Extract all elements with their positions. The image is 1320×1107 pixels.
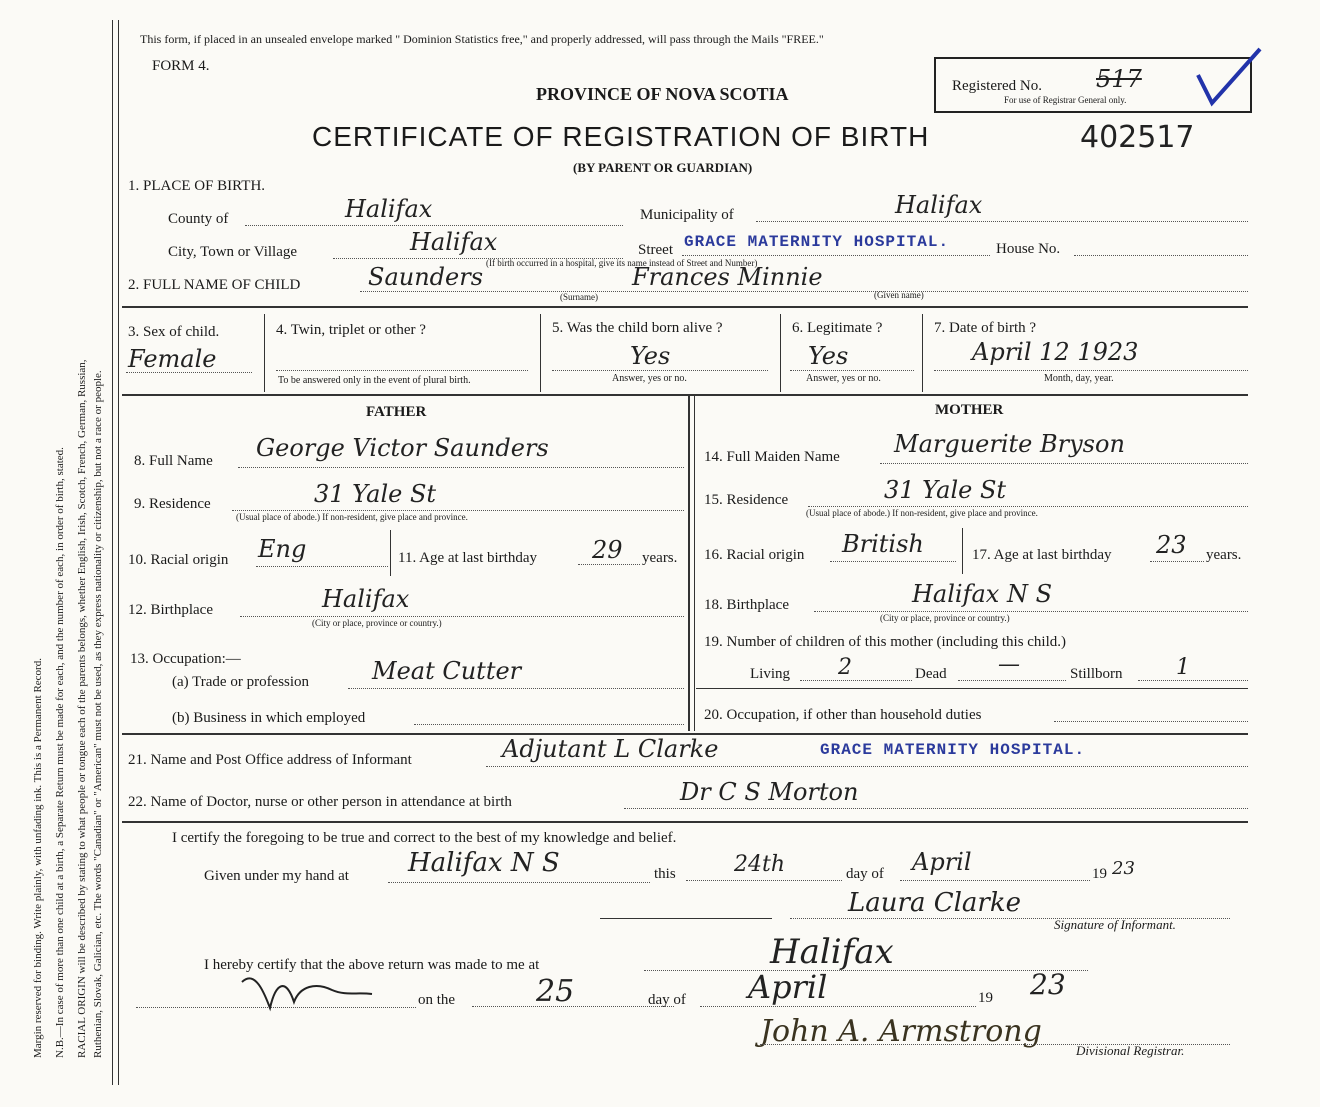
county-value: Halifax — [345, 195, 433, 223]
stillborn-label: Stillborn — [1070, 666, 1123, 682]
given-day-value: 24th — [734, 852, 786, 877]
province-heading: PROVINCE OF NOVA SCOTIA — [536, 84, 789, 104]
twin-note: To be answered only in the event of plural birth. — [278, 375, 471, 386]
father-birthplace-label: 12. Birthplace — [128, 602, 213, 618]
informant-line — [486, 766, 1248, 767]
municipality-line — [756, 221, 1248, 222]
margin-note-binding: Margin reserved for binding. Write plainly, with unfading ink. This is a Permanent Record. — [32, 658, 44, 1058]
mother-name-value: Marguerite Bryson — [894, 430, 1125, 458]
father-residence-value: 31 Yale St — [314, 480, 437, 508]
informant-signature-label: Signature of Informant. — [1054, 917, 1176, 932]
registrar-year-value: 23 — [1030, 968, 1066, 1001]
mother-age-label: 17. Age at last birthday — [972, 547, 1112, 563]
father-birthplace-line — [240, 616, 684, 617]
dob-value: April 12 1923 — [972, 338, 1139, 366]
mother-birthplace-line — [814, 611, 1248, 612]
father-age-label: 11. Age at last birthday — [398, 550, 537, 566]
mother-occupation-line — [1054, 721, 1248, 722]
given-day-line — [686, 880, 842, 881]
registrar-signature: John A. Armstrong — [760, 1014, 1042, 1049]
doctor-label: 22. Name of Doctor, nurse or other person in attendance at birth — [128, 794, 512, 810]
sex-line — [126, 372, 252, 373]
margin-rule — [112, 20, 113, 1085]
mother-name-label: 14. Full Maiden Name — [704, 449, 840, 465]
house-no-label: House No. — [996, 241, 1061, 257]
registrar-place-value: Halifax — [770, 932, 894, 972]
dead-line — [958, 680, 1066, 681]
municipality-value: Halifax — [895, 191, 983, 219]
born-alive-note: Answer, yes or no. — [612, 373, 687, 384]
father-name-label: 8. Full Name — [134, 453, 213, 469]
given-label: Given under my hand at — [204, 868, 349, 884]
mother-heading: MOTHER — [935, 402, 1004, 418]
father-age-line — [578, 564, 640, 565]
informant-signature: Laura Clarke — [848, 888, 1021, 918]
given-place-line — [388, 882, 650, 883]
mother-age-years: years. — [1206, 547, 1242, 563]
dob-note: Month, day, year. — [1044, 373, 1114, 384]
twin-line — [276, 370, 528, 371]
father-racial-line — [256, 566, 388, 567]
dead-label: Dead — [915, 666, 947, 682]
given-day-label: day of — [846, 866, 884, 882]
mother-residence-value: 31 Yale St — [884, 476, 1007, 504]
father-trade-label: (a) Trade or profession — [172, 674, 310, 690]
legitimate-value: Yes — [808, 342, 849, 370]
mother-residence-note: (Usual place of abode.) If non-resident, give place and province. — [806, 508, 1038, 518]
dob-line — [934, 370, 1248, 371]
sex-label: 3. Sex of child. — [128, 324, 220, 340]
given-year-prefix: 19 — [1092, 866, 1107, 882]
certification-statement: I certify the foregoing to be true and correct to the best of my knowledge and belief. — [172, 830, 677, 846]
given-place-value: Halifax N S — [408, 848, 560, 878]
father-name-line — [238, 467, 684, 468]
living-value: 2 — [838, 655, 852, 680]
form-number: FORM 4. — [152, 58, 210, 74]
mother-residence-label: 15. Residence — [704, 492, 789, 508]
given-year-value: 23 — [1112, 858, 1135, 879]
registrar-month-value: April — [748, 968, 828, 1006]
rule-before-certification — [122, 821, 1248, 823]
county-label: County of — [168, 211, 229, 227]
street-value: GRACE MATERNITY HOSPITAL. — [684, 233, 950, 251]
dob-label: 7. Date of birth ? — [934, 320, 1037, 336]
parent-divider — [688, 396, 690, 731]
father-business-label: (b) Business in which employed — [172, 710, 366, 726]
born-alive-value: Yes — [630, 342, 671, 370]
father-racial-label: 10. Racial origin — [128, 552, 229, 568]
mother-racial-label: 16. Racial origin — [704, 547, 805, 563]
county-line — [245, 225, 623, 226]
municipality-label: Municipality of — [640, 207, 734, 223]
twin-label: 4. Twin, triplet or other ? — [276, 322, 426, 338]
legitimate-note: Answer, yes or no. — [806, 373, 881, 384]
registrar-month-line — [700, 1006, 976, 1007]
street-label: Street — [638, 242, 673, 258]
informant-value: Adjutant L Clarke — [502, 735, 719, 763]
mother-age-value: 23 — [1156, 531, 1187, 559]
born-alive-label: 5. Was the child born alive ? — [552, 320, 723, 336]
col-divider-2 — [540, 314, 541, 392]
registered-label: Registered No. — [952, 78, 1042, 94]
registered-note: For use of Registrar General only. — [1004, 95, 1127, 105]
certificate-subtitle: (BY PARENT OR GUARDIAN) — [573, 160, 753, 175]
child-given-name: Frances Minnie — [632, 263, 823, 291]
margin-note-racial-origin-1: RACIAL ORIGIN will be described by stating to what people or tongue each of the parents belongs, whether English, Irish, Scotch, French, German, Russian, — [76, 359, 88, 1058]
father-residence-label: 9. Residence — [134, 496, 211, 512]
sex-value: Female — [128, 345, 217, 373]
father-trade-value: Meat Cutter — [372, 657, 522, 685]
mother-children-label: 19. Number of children of this mother (including this child.) — [704, 634, 1067, 650]
father-occupation-label: 13. Occupation:— — [130, 651, 241, 667]
father-age-value: 29 — [592, 536, 623, 564]
place-of-birth-heading: 1. PLACE OF BIRTH. — [128, 178, 266, 194]
father-heading: FATHER — [366, 404, 427, 420]
father-birthplace-value: Halifax — [322, 585, 410, 613]
mail-notice: This form, if placed in an unsealed envelope marked " Dominion Statistics free," and properly addressed, will pass through the Mails "FREE." — [140, 32, 824, 46]
father-business-line — [414, 724, 684, 725]
father-birthplace-note: (City or place, province or country.) — [312, 618, 442, 628]
mother-racial-line — [830, 561, 956, 562]
informant-signature-rule — [600, 918, 772, 919]
registrar-day-label: day of — [648, 992, 686, 1008]
city-label: City, Town or Village — [168, 244, 298, 260]
surname-note: (Surname) — [560, 292, 598, 302]
margin-note-multiple-births: N.B.—In case of more than one child at a birth, a Separate Return must be made for each, and the number of each, in order of birth, stated. — [54, 447, 66, 1058]
mother-birthplace-note: (City or place, province or country.) — [880, 613, 1010, 623]
house-no-line — [1074, 255, 1248, 256]
father-racial-value: Eng — [258, 535, 307, 563]
doctor-value: Dr C S Morton — [680, 778, 859, 806]
stillborn-line — [1138, 680, 1248, 681]
registrar-on-label: on the — [418, 992, 456, 1008]
street-line — [682, 255, 990, 256]
parent-divider-inner — [694, 396, 695, 731]
mother-occupation-label: 20. Occupation, if other than household duties — [704, 707, 982, 723]
rule-after-child — [122, 394, 1248, 396]
registered-number: 517 — [1096, 65, 1142, 93]
street-note: (If birth occurred in a hospital, give its name instead of Street and Number) — [486, 258, 758, 268]
mother-age-divider — [962, 528, 963, 574]
father-name-value: George Victor Saunders — [256, 434, 549, 462]
informant-label: 21. Name and Post Office address of Informant — [128, 752, 412, 768]
given-name-note: (Given name) — [874, 290, 924, 300]
margin-rule-inner — [118, 20, 119, 1085]
registrar-year-prefix: 19 — [978, 990, 993, 1006]
child-name-label: 2. FULL NAME OF CHILD — [128, 277, 301, 293]
father-trade-line — [348, 688, 684, 689]
child-surname: Saunders — [368, 263, 484, 291]
mother-residence-line — [808, 506, 1248, 507]
child-name-line — [360, 291, 1248, 292]
doctor-line — [624, 808, 1248, 809]
given-month-line — [900, 880, 1090, 881]
registrar-signature-label: Divisional Registrar. — [1076, 1043, 1185, 1058]
mother-birthplace-value: Halifax N S — [912, 580, 1053, 608]
col-divider-1 — [264, 314, 265, 392]
mother-age-line — [1150, 561, 1204, 562]
legitimate-label: 6. Legitimate ? — [792, 320, 883, 336]
legitimate-line — [790, 370, 914, 371]
registrar-statement: I hereby certify that the above return was made to me at — [204, 957, 540, 973]
dead-value: — — [998, 652, 1020, 677]
registrar-initials-mark — [236, 962, 386, 1022]
living-line — [800, 680, 912, 681]
father-residence-line — [232, 510, 684, 511]
stillborn-value: 1 — [1176, 655, 1190, 680]
col-divider-4 — [922, 314, 923, 392]
certificate-title: CERTIFICATE OF REGISTRATION OF BIRTH — [312, 121, 930, 152]
margin-note-racial-origin-2: Ruthenian, Slovak, Galician, etc. The words "Canadian" or "American" must not be used, as they express nationality or citizenship, but not a race or people. — [92, 370, 104, 1058]
registrar-day-value: 25 — [536, 974, 575, 1009]
father-residence-note: (Usual place of abode.) If non-resident, give place and province. — [236, 512, 468, 522]
born-alive-line — [552, 370, 768, 371]
mother-birthplace-label: 18. Birthplace — [704, 597, 789, 613]
informant-address-stamp: GRACE MATERNITY HOSPITAL. — [820, 741, 1086, 759]
rule-mother-children — [696, 688, 1248, 689]
rule-after-name — [122, 306, 1248, 308]
given-month-value: April — [912, 848, 972, 876]
living-label: Living — [750, 666, 790, 682]
certificate-number: 402517 — [1080, 120, 1195, 155]
mother-racial-value: British — [842, 530, 924, 558]
checkmark-icon — [1190, 45, 1270, 115]
col-divider-3 — [780, 314, 781, 392]
given-this-label: this — [654, 866, 676, 882]
father-age-divider — [390, 530, 391, 576]
father-age-years: years. — [642, 550, 678, 566]
city-value: Halifax — [410, 228, 498, 256]
mother-name-line — [880, 463, 1248, 464]
